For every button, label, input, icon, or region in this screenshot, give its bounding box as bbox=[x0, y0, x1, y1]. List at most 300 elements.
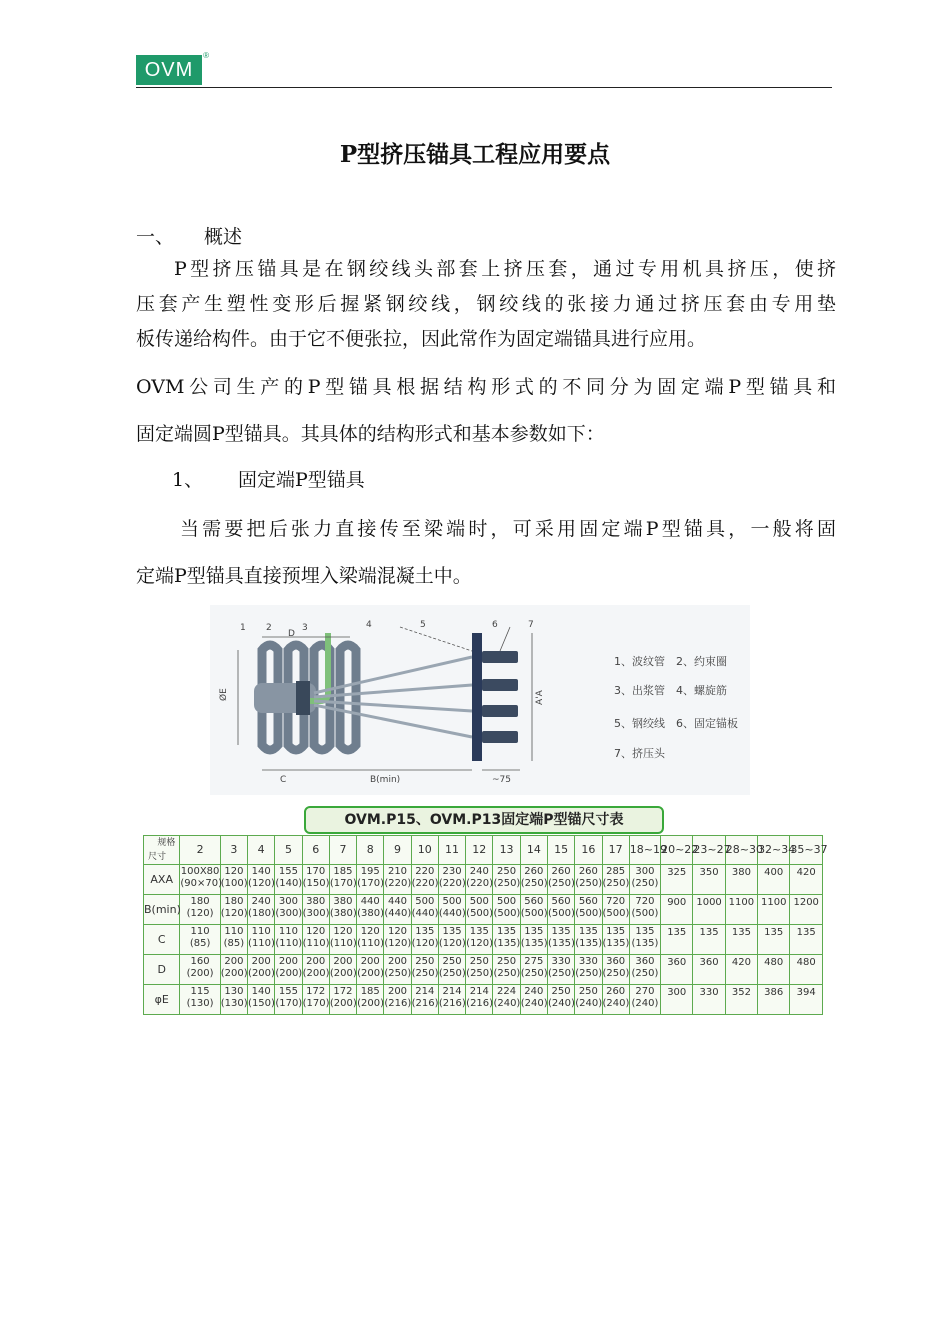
cell-sub-value: (500) bbox=[575, 908, 603, 919]
column-header: 5 bbox=[275, 836, 302, 865]
table-cell bbox=[725, 895, 757, 925]
cell-sub-value: (250) bbox=[520, 878, 548, 889]
callout-5: 5 bbox=[420, 620, 426, 630]
table-cell bbox=[725, 865, 757, 895]
cell-sub-value: (380) bbox=[357, 908, 384, 919]
table-cell bbox=[411, 955, 438, 985]
cell-sub-value: (120) bbox=[411, 938, 439, 949]
table-corner-cell bbox=[144, 836, 180, 865]
cell-sub-value: (380) bbox=[329, 908, 357, 919]
cell-sub-value: (250) bbox=[547, 968, 575, 979]
legend-item: 7、挤压头 bbox=[614, 747, 665, 760]
dimension-table bbox=[143, 835, 828, 1015]
cell-value: 1000 bbox=[696, 897, 722, 908]
cell-sub-value: (200) bbox=[302, 968, 330, 979]
cell-sub-value: (250) bbox=[575, 878, 603, 889]
legend-item: 3、出浆管 bbox=[614, 684, 665, 697]
cell-value: 200 bbox=[278, 956, 298, 967]
table-cell bbox=[520, 985, 547, 1015]
cell-value: 250 bbox=[497, 956, 517, 967]
cell-sub-value: (200) bbox=[329, 998, 357, 1009]
cell-sub-value: (170) bbox=[357, 878, 384, 889]
dim-c: C bbox=[280, 775, 287, 785]
table-row bbox=[144, 865, 823, 895]
cell-value: 140 bbox=[251, 986, 271, 997]
cell-value: 275 bbox=[524, 956, 544, 967]
cell-sub-value: (250) bbox=[493, 968, 521, 979]
cell-sub-value: (500) bbox=[631, 908, 659, 919]
table-row bbox=[144, 895, 823, 925]
table-cell bbox=[275, 985, 302, 1015]
table-cell bbox=[493, 865, 520, 895]
table-cell bbox=[693, 985, 725, 1015]
cell-value: 360 bbox=[606, 956, 626, 967]
column-header: 11 bbox=[438, 836, 465, 865]
table-cell bbox=[275, 865, 302, 895]
cell-value: 360 bbox=[667, 957, 687, 968]
cell-value: 250 bbox=[578, 986, 598, 997]
cell-sub-value: (110) bbox=[275, 938, 303, 949]
cell-sub-value: (90×70) bbox=[180, 878, 223, 889]
cell-value: 120 bbox=[387, 926, 408, 937]
cell-value: 135 bbox=[442, 926, 462, 937]
table-cell bbox=[220, 985, 247, 1015]
cell-value: 110 bbox=[224, 926, 244, 937]
legend-item: 6、固定锚板 bbox=[676, 717, 738, 730]
cell-value: 110 bbox=[190, 926, 210, 937]
cell-value: 240 bbox=[524, 986, 544, 997]
row-label: B(min) bbox=[144, 895, 180, 925]
table-cell bbox=[790, 865, 823, 895]
cell-value: 420 bbox=[731, 957, 751, 968]
cell-value: 1200 bbox=[793, 897, 819, 908]
cell-sub-value: (300) bbox=[275, 908, 303, 919]
table-cell bbox=[547, 895, 574, 925]
cell-value: 135 bbox=[469, 926, 489, 937]
subsection-title: 固定端P型锚具 bbox=[238, 469, 365, 491]
cell-sub-value: (130) bbox=[186, 998, 214, 1009]
cell-value: 130 bbox=[224, 986, 244, 997]
cell-value: 120 bbox=[224, 866, 244, 877]
table-cell bbox=[602, 865, 629, 895]
table-cell bbox=[180, 985, 220, 1015]
table-cell bbox=[493, 895, 520, 925]
cell-value: 214 bbox=[442, 986, 462, 997]
table-cell bbox=[547, 955, 574, 985]
cell-value: 230 bbox=[442, 866, 462, 877]
cell-sub-value: (250) bbox=[602, 968, 630, 979]
cell-sub-value: (240) bbox=[602, 998, 630, 1009]
table-cell bbox=[693, 895, 725, 925]
table-cell bbox=[357, 925, 384, 955]
cell-value: 325 bbox=[667, 867, 687, 878]
cell-sub-value: (216) bbox=[384, 998, 412, 1009]
cell-value: 135 bbox=[578, 926, 598, 937]
table-cell bbox=[493, 955, 520, 985]
table-cell bbox=[602, 925, 629, 955]
callout-3: 3 bbox=[302, 623, 308, 633]
callout-4: 4 bbox=[366, 620, 372, 630]
table-cell bbox=[725, 985, 757, 1015]
table-cell bbox=[575, 985, 602, 1015]
cell-sub-value: (200) bbox=[220, 968, 248, 979]
cell-value: 300 bbox=[278, 896, 298, 907]
corner-spec-label: 规格 bbox=[157, 838, 176, 848]
cell-sub-value: (216) bbox=[438, 998, 466, 1009]
column-header: 23~27 bbox=[693, 836, 725, 865]
table-cell bbox=[493, 925, 520, 955]
column-header: 15 bbox=[547, 836, 574, 865]
table-cell bbox=[790, 895, 823, 925]
cell-value: 300 bbox=[635, 866, 655, 877]
cell-sub-value: (220) bbox=[438, 878, 466, 889]
cell-sub-value: (135) bbox=[520, 938, 548, 949]
cell-sub-value: (250) bbox=[466, 968, 494, 979]
table-cell bbox=[248, 895, 275, 925]
cell-value: 285 bbox=[606, 866, 626, 877]
cell-sub-value: (250) bbox=[547, 878, 575, 889]
cell-value: 172 bbox=[333, 986, 353, 997]
table-cell bbox=[180, 925, 220, 955]
cell-value: 440 bbox=[360, 896, 380, 907]
callout-2: 2 bbox=[266, 623, 272, 633]
table-cell bbox=[275, 925, 302, 955]
cell-value: 420 bbox=[796, 867, 816, 878]
cell-value: 250 bbox=[415, 956, 435, 967]
cell-value: 160 bbox=[190, 956, 210, 967]
table-cell bbox=[661, 865, 693, 895]
cell-sub-value: (500) bbox=[602, 908, 630, 919]
cell-value: 120 bbox=[306, 926, 326, 937]
cell-sub-value: (135) bbox=[493, 938, 521, 949]
cell-value: 1100 bbox=[728, 897, 755, 908]
table-cell bbox=[384, 955, 411, 985]
cell-value: 250 bbox=[442, 956, 462, 967]
cell-value: 380 bbox=[306, 896, 326, 907]
cell-value: 260 bbox=[524, 866, 544, 877]
cell-value: 394 bbox=[796, 987, 816, 998]
cell-value: 110 bbox=[251, 926, 271, 937]
table-cell bbox=[629, 895, 660, 925]
cell-value: 110 bbox=[278, 926, 298, 937]
cell-sub-value: (110) bbox=[357, 938, 384, 949]
cell-sub-value: (200) bbox=[275, 968, 303, 979]
cell-sub-value: (250) bbox=[411, 968, 439, 979]
cell-value: 300 bbox=[667, 987, 687, 998]
cell-value: 260 bbox=[551, 866, 571, 877]
cell-sub-value: (85) bbox=[189, 938, 211, 949]
table-cell bbox=[466, 865, 493, 895]
cell-value: 560 bbox=[524, 896, 544, 907]
table-cell bbox=[758, 895, 790, 925]
cell-sub-value: (110) bbox=[248, 938, 275, 949]
table-cell bbox=[725, 925, 757, 955]
cell-value: 330 bbox=[578, 956, 598, 967]
cell-sub-value: (150) bbox=[302, 878, 330, 889]
cell-value: 240 bbox=[251, 896, 271, 907]
cell-value: 500 bbox=[469, 896, 489, 907]
cell-value: 480 bbox=[764, 957, 784, 968]
cell-value: 180 bbox=[190, 896, 210, 907]
logo-text: OVM bbox=[144, 58, 194, 81]
cell-sub-value: (200) bbox=[329, 968, 357, 979]
table-cell bbox=[248, 985, 275, 1015]
cell-sub-value: (220) bbox=[384, 878, 412, 889]
table-cell bbox=[661, 955, 693, 985]
table-cell bbox=[248, 925, 275, 955]
cell-value: 100X80 bbox=[180, 866, 220, 877]
table-cell bbox=[438, 955, 465, 985]
cell-value: 172 bbox=[306, 986, 326, 997]
cell-sub-value: (200) bbox=[186, 968, 214, 979]
table-cell bbox=[602, 955, 629, 985]
table-cell bbox=[438, 985, 465, 1015]
cell-value: 330 bbox=[699, 987, 719, 998]
cell-value: 155 bbox=[278, 986, 298, 997]
page-title: P型挤压锚具工程应用要点 bbox=[339, 141, 611, 168]
table-cell bbox=[725, 955, 757, 985]
table-cell bbox=[329, 895, 356, 925]
cell-sub-value: (440) bbox=[438, 908, 466, 919]
cell-sub-value: (300) bbox=[302, 908, 330, 919]
column-header: 32~34 bbox=[758, 836, 790, 865]
intro-line: OVM公司生产的P型锚具根据结构形式的不同分为固定端P型锚具和 bbox=[136, 376, 836, 398]
table-cell bbox=[575, 865, 602, 895]
table-cell bbox=[302, 985, 329, 1015]
table-cell bbox=[466, 985, 493, 1015]
cell-value: 210 bbox=[387, 866, 408, 877]
column-header: 35~37 bbox=[790, 836, 823, 865]
cell-sub-value: (100) bbox=[220, 878, 248, 889]
table-cell bbox=[275, 895, 302, 925]
cell-sub-value: (85) bbox=[223, 938, 245, 949]
cell-sub-value: (120) bbox=[438, 938, 466, 949]
cell-sub-value: (440) bbox=[384, 908, 412, 919]
table-cell bbox=[758, 955, 790, 985]
row-label: D bbox=[144, 955, 180, 985]
table-cell bbox=[220, 955, 247, 985]
column-header: 28~30 bbox=[725, 836, 757, 865]
table-row bbox=[144, 985, 823, 1015]
cell-sub-value: (150) bbox=[248, 998, 275, 1009]
table-cell bbox=[520, 925, 547, 955]
table-cell bbox=[302, 895, 329, 925]
cell-sub-value: (250) bbox=[602, 878, 630, 889]
table-cell bbox=[248, 955, 275, 985]
table-cell bbox=[758, 985, 790, 1015]
cell-value: 135 bbox=[524, 926, 544, 937]
table-cell bbox=[384, 865, 411, 895]
legend-item: 4、螺旋筋 bbox=[676, 684, 727, 697]
column-header: 14 bbox=[520, 836, 547, 865]
cell-value: 135 bbox=[635, 926, 655, 937]
table-cell bbox=[411, 985, 438, 1015]
column-header: 4 bbox=[248, 836, 275, 865]
cell-sub-value: (500) bbox=[547, 908, 575, 919]
table-cell bbox=[411, 895, 438, 925]
cell-sub-value: (250) bbox=[438, 968, 466, 979]
cell-value: 220 bbox=[415, 866, 435, 877]
table-cell bbox=[384, 895, 411, 925]
callout-1: 1 bbox=[240, 623, 246, 633]
cell-sub-value: (120) bbox=[186, 908, 214, 919]
cell-sub-value: (130) bbox=[220, 998, 248, 1009]
cell-value: 200 bbox=[333, 956, 353, 967]
cell-sub-value: (180) bbox=[248, 908, 275, 919]
cell-value: 120 bbox=[333, 926, 353, 937]
cell-sub-value: (250) bbox=[384, 968, 412, 979]
table-cell bbox=[547, 985, 574, 1015]
cell-value: 380 bbox=[731, 867, 751, 878]
cell-value: 135 bbox=[497, 926, 517, 937]
row-label: AXA bbox=[144, 865, 180, 895]
dim-e: ØE bbox=[219, 688, 229, 701]
table-header-row bbox=[144, 836, 823, 865]
table-cell bbox=[357, 985, 384, 1015]
cell-sub-value: (170) bbox=[302, 998, 330, 1009]
cell-sub-value: (110) bbox=[302, 938, 330, 949]
ovm-logo bbox=[136, 51, 210, 85]
cell-value: 400 bbox=[764, 867, 784, 878]
cell-value: 270 bbox=[635, 986, 655, 997]
dim-gap: ~75 bbox=[492, 775, 511, 785]
table-cell bbox=[302, 865, 329, 895]
cell-value: 135 bbox=[699, 927, 719, 938]
column-header: 7 bbox=[329, 836, 356, 865]
cell-value: 135 bbox=[731, 927, 751, 938]
column-header: 16 bbox=[575, 836, 602, 865]
table-cell bbox=[329, 865, 356, 895]
table-cell bbox=[790, 985, 823, 1015]
subsection-number: 1、 bbox=[172, 469, 204, 491]
column-header: 13 bbox=[493, 836, 520, 865]
cell-value: 170 bbox=[306, 866, 326, 877]
cell-value: 120 bbox=[360, 926, 380, 937]
cell-value: 360 bbox=[699, 957, 719, 968]
cell-value: 135 bbox=[415, 926, 435, 937]
cell-sub-value: (170) bbox=[275, 998, 303, 1009]
cell-value: 200 bbox=[387, 986, 408, 997]
intro-paragraph-2 bbox=[136, 370, 836, 452]
cell-value: 135 bbox=[667, 927, 687, 938]
cell-sub-value: (135) bbox=[602, 938, 630, 949]
table-cell bbox=[248, 865, 275, 895]
cell-value: 195 bbox=[360, 866, 380, 877]
cell-value: 900 bbox=[667, 897, 687, 908]
column-header: 8 bbox=[357, 836, 384, 865]
cell-value: 180 bbox=[224, 896, 244, 907]
cell-sub-value: (250) bbox=[520, 968, 548, 979]
cell-sub-value: (240) bbox=[631, 998, 659, 1009]
cell-sub-value: (220) bbox=[411, 878, 439, 889]
table-cell bbox=[547, 865, 574, 895]
cell-sub-value: (216) bbox=[466, 998, 494, 1009]
table-cell bbox=[220, 865, 247, 895]
table-cell bbox=[357, 955, 384, 985]
cell-sub-value: (240) bbox=[575, 998, 603, 1009]
cell-sub-value: (250) bbox=[631, 968, 659, 979]
cell-value: 200 bbox=[306, 956, 326, 967]
intro-paragraph bbox=[136, 252, 836, 357]
table-cell bbox=[466, 955, 493, 985]
cell-sub-value: (500) bbox=[493, 908, 521, 919]
cell-sub-value: (120) bbox=[466, 938, 494, 949]
cell-value: 350 bbox=[699, 867, 719, 878]
dim-b: B(min) bbox=[370, 775, 401, 785]
anchor-diagram bbox=[210, 605, 750, 795]
legend-item: 5、钢绞线 bbox=[614, 717, 665, 730]
table-cell bbox=[329, 955, 356, 985]
table-cell bbox=[302, 955, 329, 985]
table-cell bbox=[466, 895, 493, 925]
cell-sub-value: (500) bbox=[520, 908, 548, 919]
cell-value: 720 bbox=[606, 896, 626, 907]
dim-d: D bbox=[288, 629, 295, 639]
table-cell bbox=[758, 925, 790, 955]
legend-item: 1、波纹管 bbox=[614, 655, 665, 668]
table-cell bbox=[790, 955, 823, 985]
table-cell bbox=[180, 865, 223, 895]
intro-line: 固定端圆P型锚具。其具体的结构形式和基本参数如下： bbox=[136, 423, 605, 445]
cell-value: 560 bbox=[551, 896, 571, 907]
table-cell bbox=[661, 895, 693, 925]
header-rule bbox=[136, 87, 832, 88]
table-cell bbox=[661, 985, 693, 1015]
table-cell bbox=[790, 925, 823, 955]
table-cell bbox=[357, 865, 384, 895]
column-header: 3 bbox=[220, 836, 247, 865]
table-cell bbox=[275, 955, 302, 985]
column-header: 12 bbox=[466, 836, 493, 865]
table-cell bbox=[602, 895, 629, 925]
cell-value: 135 bbox=[606, 926, 626, 937]
intro-line: P型挤压锚具是在钢绞线头部套上挤压套，通过专用机具挤压，使挤 bbox=[174, 258, 836, 280]
cell-sub-value: (120) bbox=[248, 878, 275, 889]
cell-sub-value: (120) bbox=[384, 938, 412, 949]
cell-value: 185 bbox=[333, 866, 353, 877]
cell-value: 560 bbox=[578, 896, 598, 907]
cell-value: 480 bbox=[796, 957, 816, 968]
table-cell bbox=[693, 925, 725, 955]
cell-value: 140 bbox=[251, 866, 271, 877]
cell-sub-value: (240) bbox=[547, 998, 575, 1009]
cell-value: 250 bbox=[497, 866, 517, 877]
column-header: 17 bbox=[602, 836, 629, 865]
table-cell bbox=[329, 985, 356, 1015]
column-header: 10 bbox=[411, 836, 438, 865]
cell-value: 260 bbox=[606, 986, 626, 997]
section-number: 一、 bbox=[136, 226, 175, 248]
table-cell bbox=[384, 985, 411, 1015]
cell-value: 200 bbox=[360, 956, 380, 967]
table-cell bbox=[693, 955, 725, 985]
column-header: 6 bbox=[302, 836, 329, 865]
table-cell bbox=[493, 985, 520, 1015]
table-cell bbox=[575, 895, 602, 925]
cell-sub-value: (220) bbox=[466, 878, 494, 889]
column-header: 2 bbox=[180, 836, 220, 865]
cell-value: 240 bbox=[469, 866, 489, 877]
cell-sub-value: (135) bbox=[575, 938, 603, 949]
cell-sub-value: (135) bbox=[547, 938, 575, 949]
table-cell bbox=[629, 925, 660, 955]
cell-sub-value: (135) bbox=[631, 938, 659, 949]
cell-value: 380 bbox=[333, 896, 353, 907]
table-cell bbox=[575, 955, 602, 985]
cell-value: 214 bbox=[415, 986, 435, 997]
cell-value: 185 bbox=[360, 986, 380, 997]
table-cell bbox=[602, 985, 629, 1015]
